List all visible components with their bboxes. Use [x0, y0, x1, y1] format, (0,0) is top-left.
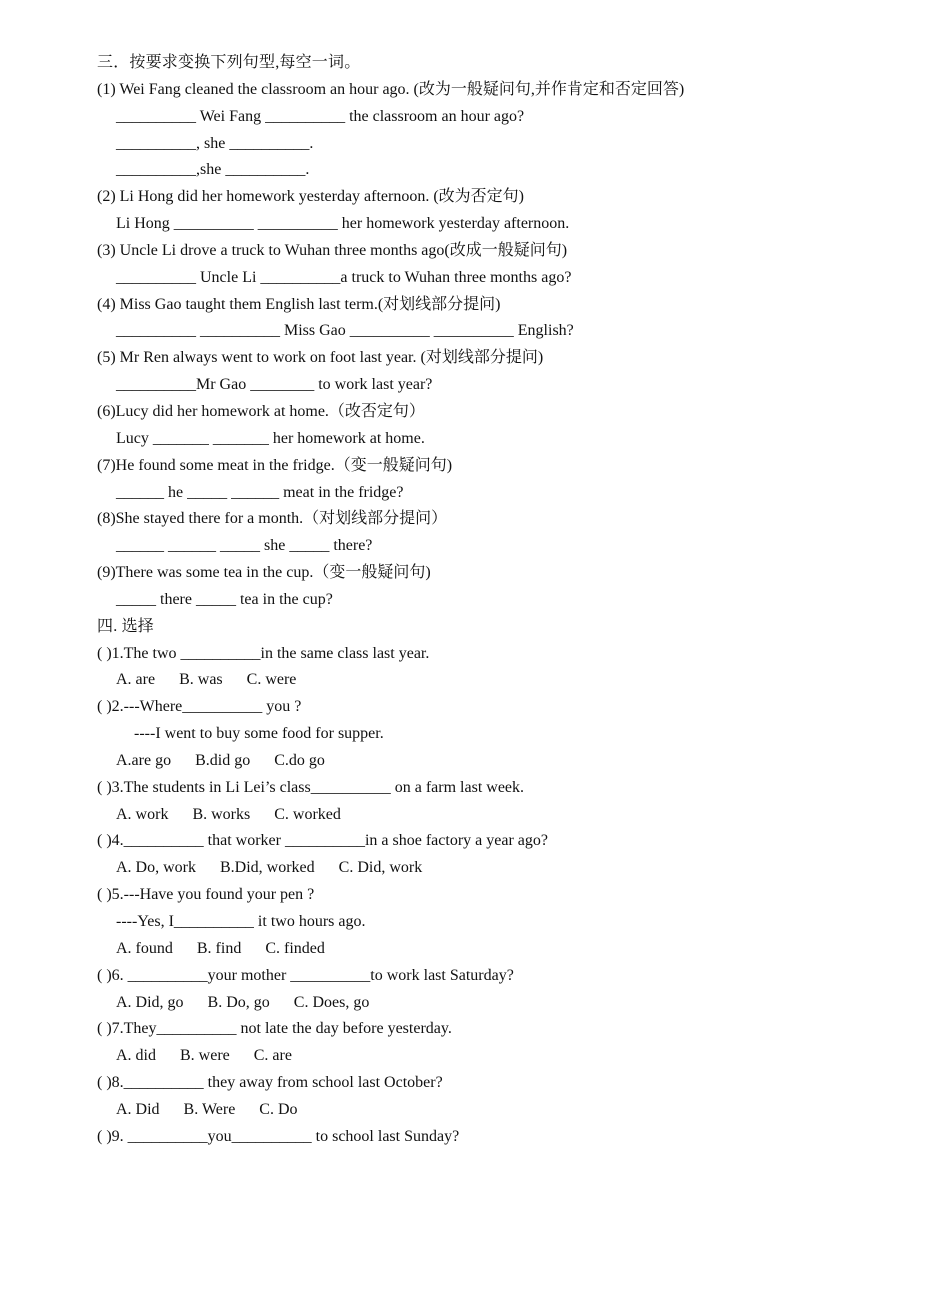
mc3-options: A. work B. works C. worked [116, 805, 341, 823]
mc7-options: A. did B. were C. are [116, 1047, 292, 1065]
mc9-stem: ( )9. __________you__________ to school last Sunday? [97, 1127, 460, 1145]
mc4-stem: ( )4.__________ that worker __________in a shoe factory a year ago? [97, 832, 548, 850]
q1-answer-line-1: __________ Wei Fang __________ the classroom an hour ago? [116, 107, 525, 125]
mc8-options: A. Did B. Were C. Do [116, 1100, 298, 1118]
q4-answer-line: __________ __________ Miss Gao __________ __________ English? [116, 322, 574, 340]
section-3-heading: 三．按要求变换下列句型,每空一词。 [97, 54, 361, 71]
mc5-reply: ----Yes, I__________ it two hours ago. [116, 913, 366, 930]
q6-prompt: (6)Lucy did her homework at home.（改否定句） [97, 402, 425, 420]
q7-prompt: (7)He found some meat in the fridge.（变一般疑问句) [97, 456, 453, 474]
mc6-stem: ( )6. __________your mother __________to work last Saturday? [97, 966, 514, 984]
q2-prompt: (2) Li Hong did her homework yesterday afternoon. (改为否定句) [97, 188, 525, 206]
q5-prompt: (5) Mr Ren always went to work on foot last year. (对划线部分提问) [97, 349, 544, 367]
section-4-heading: 四. 选择 [97, 617, 155, 635]
mc1-options: A. are B. was C. were [116, 671, 297, 689]
mc6-options: A. Did, go B. Do, go C. Does, go [116, 993, 370, 1011]
mc1-stem: ( )1.The two __________in the same class last year. [97, 644, 430, 662]
mc3-stem: ( )3.The students in Li Lei’s class__________ on a farm last week. [97, 778, 525, 796]
mc2-stem: ( )2.---Where__________ you ? [97, 698, 302, 716]
q9-answer-line: _____ there _____ tea in the cup? [116, 590, 333, 608]
q8-answer-line: ______ ______ _____ she _____ there? [116, 537, 373, 555]
q7-answer-line: ______ he _____ ______ meat in the fridge? [116, 483, 404, 501]
worksheet-content [97, 50, 897, 1151]
mc8-stem: ( )8.__________ they away from school last October? [97, 1074, 443, 1092]
q2-answer-line: Li Hong __________ __________ her homework yesterday afternoon. [116, 215, 570, 233]
mc2-options: A.are go B.did go C.do go [116, 751, 325, 769]
q5-answer-line: __________Mr Gao ________ to work last year? [116, 376, 433, 394]
q1-prompt: (1) Wei Fang cleaned the classroom an hour ago. (改为一般疑问句,并作肯定和否定回答) [97, 80, 685, 98]
q3-answer-line: __________ Uncle Li __________a truck to Wuhan three months ago? [116, 268, 572, 286]
q6-answer-line: Lucy _______ _______ her homework at home. [116, 429, 425, 447]
q8-prompt: (8)She stayed there for a month.（对划线部分提问） [97, 510, 448, 528]
q9-prompt: (9)There was some tea in the cup.（变一般疑问句) [97, 564, 431, 582]
mc7-stem: ( )7.They__________ not late the day before yesterday. [97, 1020, 452, 1038]
q4-prompt: (4) Miss Gao taught them English last term.(对划线部分提问) [97, 295, 501, 313]
mc5-stem: ( )5.---Have you found your pen ? [97, 886, 315, 904]
mc4-options: A. Do, work B.Did, worked C. Did, work [116, 859, 423, 877]
mc5-options: A. found B. find C. finded [116, 939, 325, 957]
q1-answer-line-3: __________,she __________. [116, 161, 310, 179]
q3-prompt: (3) Uncle Li drove a truck to Wuhan three months ago(改成一般疑问句) [97, 241, 568, 259]
q1-answer-line-2: __________, she __________. [116, 134, 314, 152]
mc2-reply: ----I went to buy some food for supper. [134, 725, 384, 743]
